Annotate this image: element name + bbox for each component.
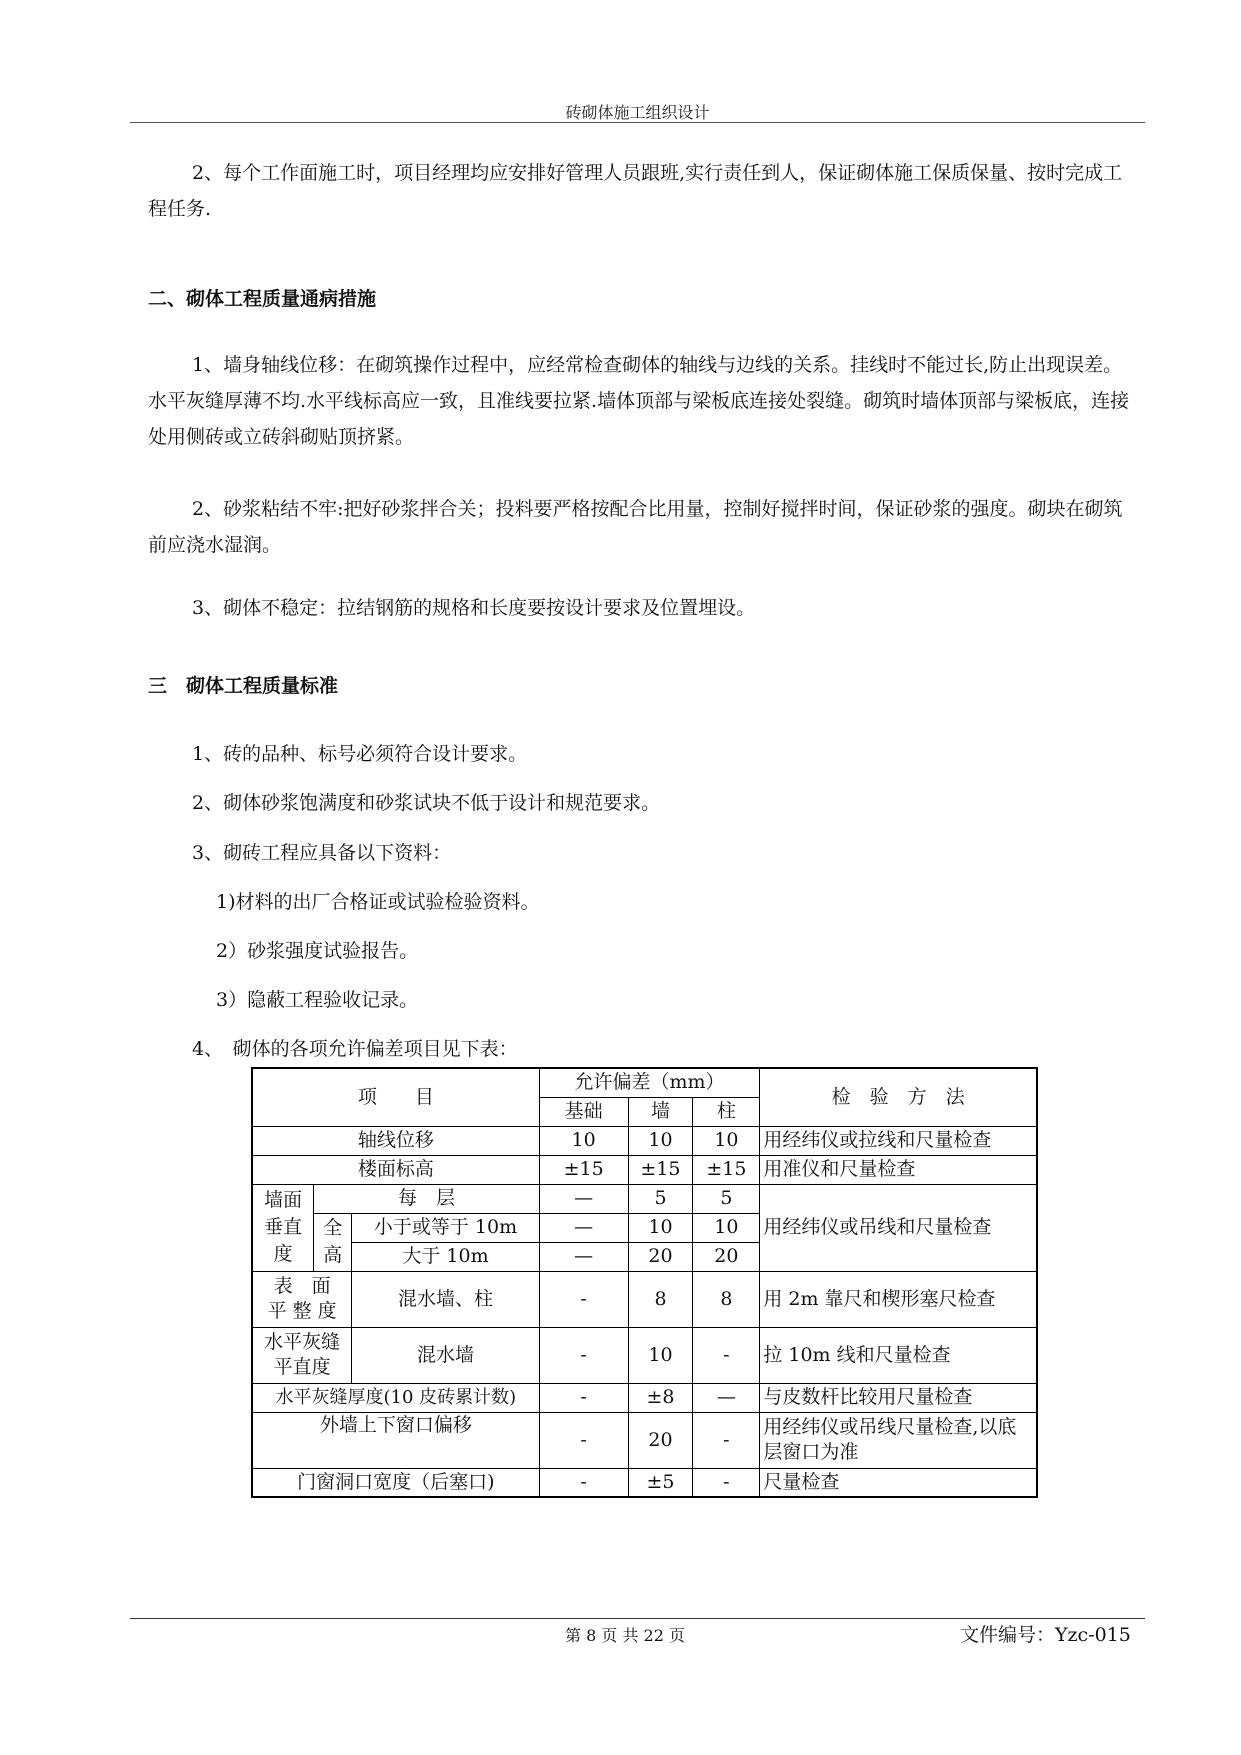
row-item: 小于或等于 10m [352, 1213, 539, 1242]
document-id: 文件编号：Yzc-015 [960, 1624, 1131, 1646]
row-column: 10 [693, 1126, 760, 1155]
row-base: 10 [539, 1126, 628, 1155]
row-column: 10 [693, 1213, 760, 1242]
row-item: 混水墙、柱 [352, 1271, 539, 1327]
row-base: - [539, 1412, 628, 1468]
row-wall: 10 [628, 1327, 693, 1383]
header-deviation: 允许偏差（mm） [539, 1068, 760, 1097]
row-base: - [539, 1327, 628, 1383]
row-method: 用经纬仪或吊线和尺量检查 [760, 1184, 1037, 1271]
row-method: 拉 10m 线和尺量检查 [760, 1327, 1037, 1383]
row-wall: 20 [628, 1412, 693, 1468]
row-wall: ±15 [628, 1155, 693, 1184]
row-base: - [539, 1468, 628, 1497]
table-row [252, 1271, 1037, 1327]
row-column: 5 [693, 1184, 760, 1213]
row-column: ±15 [693, 1155, 760, 1184]
row-wall: ±8 [628, 1383, 693, 1412]
row-wall: 8 [628, 1271, 693, 1327]
table-row [252, 1468, 1037, 1497]
row-item: 水平灰缝厚度(10 皮砖累计数) [252, 1383, 539, 1412]
header-base: 基础 [539, 1097, 628, 1126]
row-item: 楼面标高 [252, 1155, 539, 1184]
row-wall: 20 [628, 1242, 693, 1271]
section-3-item-1: 1、砖的品种、标号必须符合设计要求。 [192, 743, 528, 765]
row-base: ±15 [539, 1155, 628, 1184]
section-2-paragraph-3: 3、砌体不稳定：拉结钢筋的规格和长度要按设计要求及位置埋设。 [192, 597, 756, 619]
table-row [252, 1155, 1037, 1184]
section-3-item-2: 2、砌体砂浆饱满度和砂浆试块不低于设计和规范要求。 [192, 792, 661, 814]
deviation-table [251, 1067, 1038, 1498]
row-item: 每 层 [314, 1184, 539, 1213]
section-3-subitem-3: 3）隐蔽工程验收记录。 [216, 989, 419, 1011]
row-method: 用 2m 靠尺和楔形塞尺检查 [760, 1271, 1037, 1327]
row-column: - [693, 1327, 760, 1383]
header-rule [130, 122, 1145, 123]
row-group-label: 表 面 平 整 度 [252, 1271, 352, 1327]
row-item: 混水墙 [352, 1327, 539, 1383]
header-wall: 墙 [628, 1097, 693, 1126]
row-subgroup-label: 全高 [314, 1213, 352, 1271]
row-item: 门窗洞口宽度（后塞口) [252, 1468, 539, 1497]
row-method: 用准仪和尺量检查 [760, 1155, 1037, 1184]
row-wall: ±5 [628, 1468, 693, 1497]
row-item: 大于 10m [352, 1242, 539, 1271]
row-method: 与皮数杆比较用尺量检查 [760, 1383, 1037, 1412]
row-column: — [693, 1383, 760, 1412]
row-item: 轴线位移 [252, 1126, 539, 1155]
row-column: - [693, 1468, 760, 1497]
table-row [252, 1327, 1037, 1383]
row-base: — [539, 1242, 628, 1271]
section-3-heading: 三 砌体工程质量标准 [148, 675, 339, 697]
table-header-row [252, 1068, 1037, 1097]
row-wall: 10 [628, 1213, 693, 1242]
section-3-subitem-1: 1)材料的出厂合格证或试验检验资料。 [216, 891, 540, 913]
header-column: 柱 [693, 1097, 760, 1126]
row-method: 尺量检查 [760, 1468, 1037, 1497]
table-row [252, 1383, 1037, 1412]
row-base: — [539, 1184, 628, 1213]
section-3-item-4: 4、 砌体的各项允许偏差项目见下表： [192, 1038, 518, 1060]
row-method: 用经纬仪或吊线尺量检查,以底层窗口为准 [760, 1412, 1037, 1468]
table-row [252, 1412, 1037, 1468]
section-2-heading: 二、砌体工程质量通病措施 [148, 288, 377, 310]
header-method: 检 验 方 法 [760, 1068, 1037, 1126]
page-number: 第 8 页 共 22 页 [565, 1626, 685, 1645]
row-method: 用经纬仪或拉线和尺量检查 [760, 1126, 1037, 1155]
section-2-paragraph-1: 1、墙身轴线位移：在砌筑操作过程中，应经常检查砌体的轴线与边线的关系。挂线时不能过长,防止出现误差。水平灰缝厚薄不均.水平线标高应一致，且准线要拉紧.墙体顶部与梁板底连接处裂缝。砌筑时墙体顶部与梁板底，连接处用侧砖或立砖斜砌贴顶挤紧。 [148, 354, 1130, 448]
row-column: - [693, 1412, 760, 1468]
row-group-label: 墙面垂直度 [252, 1184, 314, 1271]
row-group-label: 水平灰缝平直度 [252, 1327, 352, 1383]
table-row [252, 1184, 1037, 1213]
header-item: 项 目 [252, 1068, 539, 1126]
row-column: 8 [693, 1271, 760, 1327]
row-column: 20 [693, 1242, 760, 1271]
section-3-subitem-2: 2）砂浆强度试验报告。 [216, 940, 419, 962]
row-base: — [539, 1213, 628, 1242]
footer-rule [130, 1618, 1145, 1619]
row-item: 外墙上下窗口偏移 [252, 1412, 539, 1468]
row-base: - [539, 1271, 628, 1327]
page-header-title: 砖砌体施工组织设计 [565, 103, 710, 122]
table-row [252, 1126, 1037, 1155]
intro-paragraph-2: 2、每个工作面施工时，项目经理均应安排好管理人员跟班,实行责任到人，保证砌体施工保质保量、按时完成工程任务. [148, 162, 1123, 220]
section-2-paragraph-2: 2、砂浆粘结不牢:把好砂浆拌合关；投料要严格按配合比用量，控制好搅拌时间，保证砂浆的强度。砌块在砌筑前应浇水湿润。 [148, 498, 1123, 556]
section-3-item-3: 3、砌砖工程应具备以下资料： [192, 842, 452, 864]
row-wall: 10 [628, 1126, 693, 1155]
row-base: - [539, 1383, 628, 1412]
row-wall: 5 [628, 1184, 693, 1213]
